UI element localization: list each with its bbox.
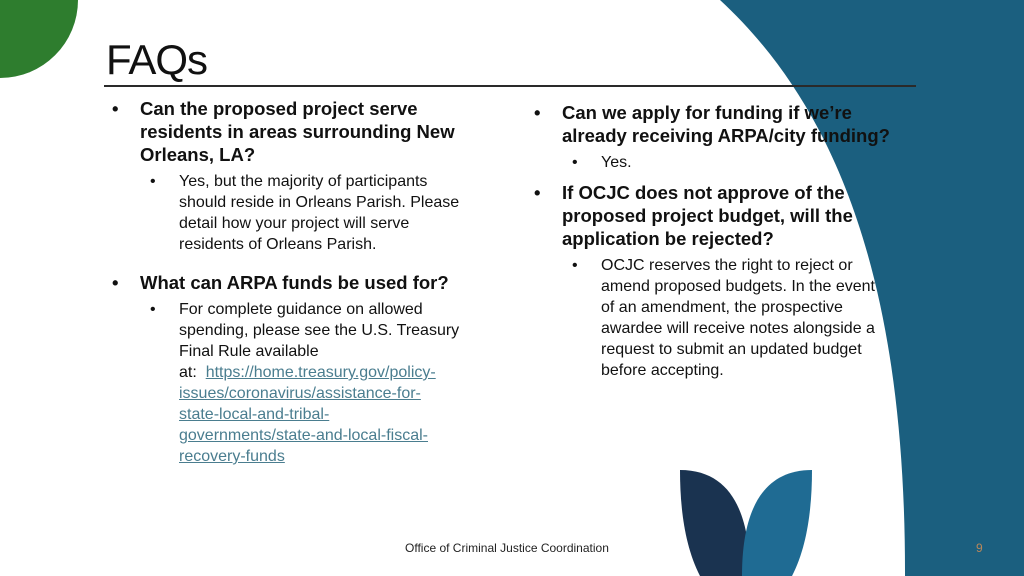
answer-line: amend proposed budgets. In the event xyxy=(601,278,875,295)
answer-budget-rejection xyxy=(528,255,928,381)
green-corner-shape xyxy=(0,0,78,78)
treasury-link-continued[interactable]: state-local-and-tribal- xyxy=(179,406,330,423)
answer-line: detail how your project will serve xyxy=(179,215,410,232)
sub-bullet: • xyxy=(572,154,578,171)
question-line: What can ARPA funds be used for? xyxy=(140,272,449,293)
question-line: Can the proposed project serve xyxy=(140,98,418,119)
answer-line: For complete guidance on allowed xyxy=(179,301,423,318)
question-line: Orleans, LA? xyxy=(140,144,256,165)
footer-organization: Office of Criminal Justice Coordination xyxy=(405,541,609,555)
right-column xyxy=(528,101,928,381)
bullet: • xyxy=(112,98,119,119)
question-budget-rejection xyxy=(528,181,928,250)
answer-line: before accepting. xyxy=(601,362,724,379)
bullet: • xyxy=(534,182,541,203)
answer-line: of an amendment, the prospective xyxy=(601,299,843,316)
left-column xyxy=(106,97,506,467)
answer-line: Final Rule available xyxy=(179,343,319,360)
question-surrounding-areas xyxy=(106,97,506,166)
bullet: • xyxy=(534,102,541,123)
answer-line: residents of Orleans Parish. xyxy=(179,236,377,253)
page-title: FAQs xyxy=(106,36,208,83)
answer-surrounding-areas xyxy=(106,171,506,255)
answer-line: spending, please see the U.S. Treasury xyxy=(179,322,460,339)
sub-bullet: • xyxy=(150,301,156,318)
answer-line: Yes, but the majority of participants xyxy=(179,173,428,190)
navy-leaf-shape xyxy=(680,470,750,576)
question-line: already receiving ARPA/city funding? xyxy=(562,125,890,146)
sub-bullet: • xyxy=(572,257,578,274)
page-number: 9 xyxy=(976,541,983,555)
answer-line: request to submit an updated budget xyxy=(601,341,862,358)
answer-line: should reside in Orleans Parish. Please xyxy=(179,194,460,211)
answer-line-with-link xyxy=(179,362,506,383)
treasury-link[interactable]: https://home.treasury.gov/policy- xyxy=(205,364,436,381)
treasury-link-continued[interactable]: governments/state-and-local-fiscal- xyxy=(179,427,428,444)
bullet: • xyxy=(112,272,119,293)
treasury-link-continued[interactable]: recovery-funds xyxy=(179,448,285,465)
treasury-link-continued[interactable]: issues/coronavirus/assistance-for- xyxy=(179,385,421,402)
question-line: If OCJC does not approve of the xyxy=(562,182,845,203)
question-line: Can we apply for funding if we’re xyxy=(562,102,852,123)
question-line: application be rejected? xyxy=(562,228,774,249)
title-divider xyxy=(104,85,916,87)
sub-bullet: • xyxy=(150,173,156,190)
blue-leaf-shape xyxy=(742,470,812,576)
question-arpa-uses xyxy=(106,271,506,294)
answer-line: Yes. xyxy=(601,154,632,171)
question-line: residents in areas surrounding New xyxy=(140,121,455,142)
question-line: proposed project budget, will the xyxy=(562,205,853,226)
answer-line: awardee will receive notes alongside a xyxy=(601,320,875,337)
answer-prefix: at: xyxy=(179,364,206,381)
answer-existing-funding xyxy=(528,152,928,173)
answer-line: OCJC reserves the right to reject or xyxy=(601,257,853,274)
question-existing-funding xyxy=(528,101,928,147)
answer-arpa-uses xyxy=(106,299,506,467)
